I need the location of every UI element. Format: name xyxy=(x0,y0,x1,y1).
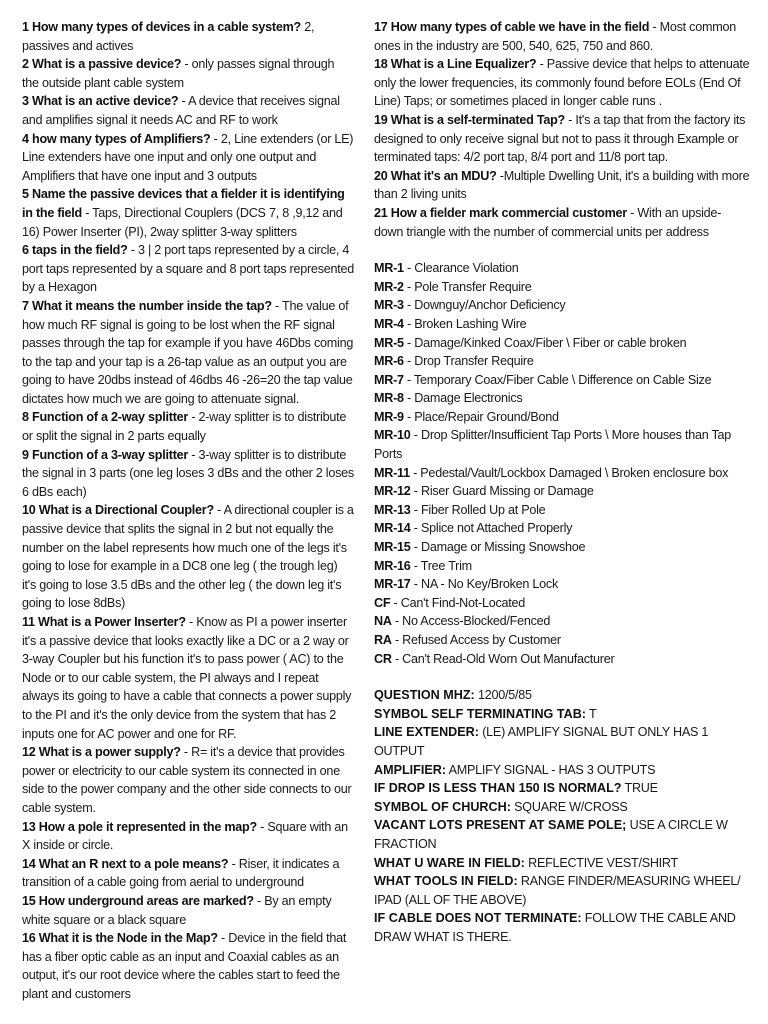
answer-7: - The value of how much RF signal is going to be lost when the RF signal passes through the tap for example if you have 46Dbs coming to the tap and your tap is a 26-tap value as an output you are going to have 20dbs instead of 46dbs 46 -26=20 the tap value dictates how much we are going to attenuate signal. xyxy=(22,298,354,406)
summary-value: AMPLIFY SIGNAL - HAS 3 OUTPUTS xyxy=(446,762,656,777)
code-item xyxy=(374,464,750,483)
code-label: RA xyxy=(374,633,392,647)
answer-20: -Multiple Dwelling Unit, it's a building with more than 2 living units xyxy=(374,168,750,202)
code-description: - Damage Electronics xyxy=(403,391,523,406)
code-description: - Can't Read-Old Worn Out Manufacturer xyxy=(391,651,615,666)
code-label: MR-8 xyxy=(374,391,404,406)
qa-item-14 xyxy=(22,855,354,892)
question-10: 10 What is a Directional Coupler? xyxy=(22,503,214,518)
summary-value: REFLECTIVE VEST/SHIRT xyxy=(524,855,678,870)
summary-value: RANGE FINDER/MEASURING WHEEL/ IPAD (ALL OF THE ABOVE) xyxy=(374,874,741,907)
question-4: 4 how many types of Amplifiers? xyxy=(22,131,211,146)
code-description: - Pedestal/Vault/Lockbox Damaged \ Broken enclosure box xyxy=(409,465,729,480)
code-description: - Broken Lashing Wire xyxy=(403,316,527,331)
answer-1: 2, passives and actives xyxy=(22,20,315,53)
code-label: CF xyxy=(374,595,391,610)
qa-item-11 xyxy=(22,613,354,743)
code-label: MR-15 xyxy=(374,540,411,555)
code-description: - Damage or Missing Snowshoe xyxy=(410,540,586,555)
code-description: - Splice not Attached Properly xyxy=(410,521,573,536)
left-column xyxy=(22,18,354,1024)
code-description: - NA - No Key/Broken Lock xyxy=(410,577,559,592)
summary-item xyxy=(374,816,750,853)
summary-key: LINE EXTENDER: xyxy=(374,725,479,740)
code-item xyxy=(374,519,750,538)
code-item xyxy=(374,631,750,650)
code-item xyxy=(374,352,750,371)
answer-4: - 2, Line extenders (or LE) Line extenders have one input and only one output and Amplifiers that have one input and 3 outputs xyxy=(22,131,354,183)
code-label: MR-5 xyxy=(374,335,404,350)
code-item xyxy=(374,278,750,297)
qa-item-21 xyxy=(374,204,750,241)
summary-value: USE A CIRCLE W FRACTION xyxy=(374,818,728,851)
answer-18: - Passive device that helps to attenuate only the lower frequencies, its commonly found before EOLs (End Of Line) Taps; or sometimes placed in longer cable runs . xyxy=(374,57,750,109)
summary-item xyxy=(374,705,750,724)
qa-item-18 xyxy=(374,55,750,111)
code-item xyxy=(374,315,750,334)
qa-item-9 xyxy=(22,446,354,502)
question-14: 14 What an R next to a pole means? xyxy=(22,856,229,871)
summary-key: IF DROP IS LESS THAN 150 IS NORMAL? xyxy=(374,781,622,796)
answer-10: - A directional coupler is a passive device that splits the signal in 2 but not equally the number on the label represents how much one of the legs it's going to lose for example in a DC8 one leg ( the trough leg) it's going to lose 3.5 dBs and the other leg ( the down leg it's going to lose 8dBs) xyxy=(22,503,354,611)
code-item xyxy=(374,612,750,631)
answer-12: - R= it's a device that provides power or electricity to our cable system its connected in one side to the power company and the other side connects to our cable system. xyxy=(22,745,352,815)
question-16: 16 What it is the Node in the Map? xyxy=(22,931,218,946)
summary-value: (LE) AMPLIFY SIGNAL BUT ONLY HAS 1 OUTPUT xyxy=(374,725,709,758)
qa-item-16 xyxy=(22,929,354,1003)
summary-item xyxy=(374,854,750,873)
answer-16: - Device in the field that has a fiber optic cable as an input and Coaxial cables as an output, it's our root device where the cables start to feed the plant and customers xyxy=(22,931,347,1001)
answer-9: - 3-way splitter is to distribute the signal in 3 parts (one leg loses 3 dBs and the other 2 loses 6 dBs each) xyxy=(22,447,354,499)
question-11: 11 What is a Power Inserter? xyxy=(22,615,186,629)
qa-item-20 xyxy=(374,167,750,204)
qa-item-6 xyxy=(22,241,354,297)
summary-value: TRUE xyxy=(621,781,658,796)
code-item xyxy=(374,334,750,353)
summary-item xyxy=(374,909,750,946)
code-label: MR-1 xyxy=(374,261,404,276)
qa-item-4 xyxy=(22,130,354,186)
code-label: CR xyxy=(374,651,392,666)
qa-item-3 xyxy=(22,92,354,129)
code-label: MR-9 xyxy=(374,409,404,424)
code-description: - Tree Trim xyxy=(410,558,472,573)
question-12: 12 What is a power supply? xyxy=(22,745,181,760)
question-15: 15 How underground areas are marked? xyxy=(22,893,254,908)
qa-item-8 xyxy=(22,408,354,445)
summary-key: QUESTION MHZ: xyxy=(374,688,475,703)
summary-key: IF CABLE DOES NOT TERMINATE: xyxy=(374,911,582,926)
question-17: 17 How many types of cable we have in the field xyxy=(374,20,650,34)
answer-14: - Riser, it indicates a transition of a cable going from aerial to underground xyxy=(22,856,340,890)
answer-11: - Know as PI a power inserter it's a passive device that looks exactly like a DC or a 2 way or 3-way Coupler but his function it's to pass power ( AC) to the Node or to our cable system, the PI always and I repeat always its going to have a cable that connects a power supply to the PI and it's the only device from the system that has 2 inputs one for AC power and one for RF. xyxy=(22,615,352,741)
code-description: - Downguy/Anchor Deficiency xyxy=(403,298,566,313)
code-description: - Temporary Coax/Fiber Cable \ Difference on Cable Size xyxy=(403,372,712,387)
summary-key: AMPLIFIER: xyxy=(374,762,447,777)
qa-item-13 xyxy=(22,818,354,855)
code-item xyxy=(374,259,750,278)
code-label: MR-6 xyxy=(374,354,404,369)
question-21: 21 How a fielder mark commercial customer xyxy=(374,205,627,220)
question-5: 5 Name the passive devices that a fielder it is identifying in the field xyxy=(22,187,345,220)
code-item xyxy=(374,594,750,613)
qa-item-19 xyxy=(374,111,750,167)
code-description: - Drop Splitter/Insufficient Tap Ports \ More houses than Tap Ports xyxy=(374,428,732,462)
answer-17: - Most common ones in the industry are 500, 540, 625, 750 and 860. xyxy=(374,20,736,53)
code-item xyxy=(374,650,750,669)
summary-key: SYMBOL OF CHURCH: xyxy=(374,799,511,814)
question-18: 18 What is a Line Equalizer? xyxy=(374,57,537,72)
answer-8: - 2-way splitter is to distribute or split the signal in 2 parts equally xyxy=(22,410,347,444)
code-description: - Place/Repair Ground/Bond xyxy=(403,409,559,424)
qa-item-2 xyxy=(22,55,354,92)
code-description: - Clearance Violation xyxy=(403,261,519,276)
code-label: MR-11 xyxy=(374,465,410,480)
question-1: 1 How many types of devices in a cable system? xyxy=(22,20,301,34)
summary-value: T xyxy=(585,706,597,721)
summary-list xyxy=(374,686,750,946)
code-label: MR-4 xyxy=(374,316,404,331)
answer-13: - Square with an X inside or circle. xyxy=(22,819,348,853)
summary-key: VACANT LOTS PRESENT AT SAME POLE; xyxy=(374,818,627,833)
summary-item xyxy=(374,686,750,705)
summary-item xyxy=(374,798,750,817)
summary-key: SYMBOL SELF TERMINATING TAB: xyxy=(374,706,586,721)
answer-19: - It's a tap that from the factory its designed to only receive signal but not to pass it through Example or terminated taps: 4/2 port tap, 8/4 port and 11/8 port tap. xyxy=(374,112,746,165)
code-label: MR-14 xyxy=(374,521,411,536)
summary-key: WHAT U WARE IN FIELD: xyxy=(374,855,525,870)
summary-value: 1200/5/85 xyxy=(474,688,532,703)
answer-21: - With an upside-down triangle with the number of commercial units per address xyxy=(374,205,722,239)
code-item xyxy=(374,557,750,576)
qa-item-12 xyxy=(22,743,354,817)
code-item xyxy=(374,389,750,408)
code-label: MR-10 xyxy=(374,428,411,443)
code-item xyxy=(374,371,750,390)
summary-value: FOLLOW THE CABLE AND DRAW WHAT IS THERE. xyxy=(374,911,736,944)
summary-item xyxy=(374,872,750,909)
code-item xyxy=(374,501,750,520)
code-label: MR-16 xyxy=(374,558,411,573)
qa-item-5 xyxy=(22,185,354,241)
qa-item-10 xyxy=(22,501,354,613)
code-item xyxy=(374,575,750,594)
question-13: 13 How a pole it represented in the map? xyxy=(22,819,257,834)
question-20: 20 What it's an MDU? xyxy=(374,168,497,183)
question-7: 7 What it means the number inside the tap? xyxy=(22,298,272,313)
question-2: 2 What is a passive device? xyxy=(22,57,182,72)
qa-item-15 xyxy=(22,892,354,929)
spacer xyxy=(374,241,750,259)
summary-item xyxy=(374,761,750,780)
code-description: - Drop Transfer Require xyxy=(403,354,534,369)
question-9: 9 Function of a 3-way splitter xyxy=(22,447,189,462)
answer-5: - Taps, Directional Couplers (DCS 7, 8 ,9,12 and 16) Power Inserter (PI), 2way splitter 3-way splitters xyxy=(22,205,343,239)
code-label: MR-2 xyxy=(374,279,404,294)
question-3: 3 What is an active device? xyxy=(22,94,179,109)
summary-item xyxy=(374,723,750,760)
code-description: - No Access-Blocked/Fenced xyxy=(391,614,551,629)
qa-item-1 xyxy=(22,18,354,55)
answer-3: - A device that receives signal and amplifies signal it needs AC and RF to work xyxy=(22,94,340,127)
answer-15: - By an empty white square or a black square xyxy=(22,893,332,927)
spacer xyxy=(374,668,750,686)
code-description: - Refused Access by Customer xyxy=(391,633,561,647)
code-label: MR-3 xyxy=(374,298,404,313)
answer-2: - only passes signal through the outside plant cable system xyxy=(22,57,335,90)
code-list xyxy=(374,259,750,668)
summary-item xyxy=(374,779,750,798)
code-description: - Damage/Kinked Coax/Fiber \ Fiber or cable broken xyxy=(403,335,687,350)
code-item xyxy=(374,296,750,315)
code-item xyxy=(374,426,750,463)
code-label: MR-17 xyxy=(374,577,411,592)
code-description: - Pole Transfer Require xyxy=(403,279,532,294)
answer-6: - 3 | 2 port taps represented by a circle, 4 port taps represented by a square and 8 port taps represented by a Hexagon xyxy=(22,243,355,295)
code-label: MR-12 xyxy=(374,484,411,499)
code-label: NA xyxy=(374,614,392,629)
code-item xyxy=(374,482,750,501)
question-19: 19 What is a self-terminated Tap? xyxy=(374,112,565,127)
question-6: 6 taps in the field? xyxy=(22,243,128,258)
right-column xyxy=(374,18,750,1024)
code-label: MR-7 xyxy=(374,372,404,387)
qa-item-17 xyxy=(374,18,750,55)
code-item xyxy=(374,408,750,427)
code-description: - Fiber Rolled Up at Pole xyxy=(410,502,546,517)
summary-key: WHAT TOOLS IN FIELD: xyxy=(374,874,518,889)
summary-value: SQUARE W/CROSS xyxy=(510,799,628,814)
code-description: - Can't Find-Not-Located xyxy=(390,595,526,610)
code-item xyxy=(374,538,750,557)
code-description: - Riser Guard Missing or Damage xyxy=(410,484,594,499)
code-label: MR-13 xyxy=(374,502,411,517)
qa-item-7 xyxy=(22,297,354,409)
question-8: 8 Function of a 2-way splitter xyxy=(22,410,189,425)
